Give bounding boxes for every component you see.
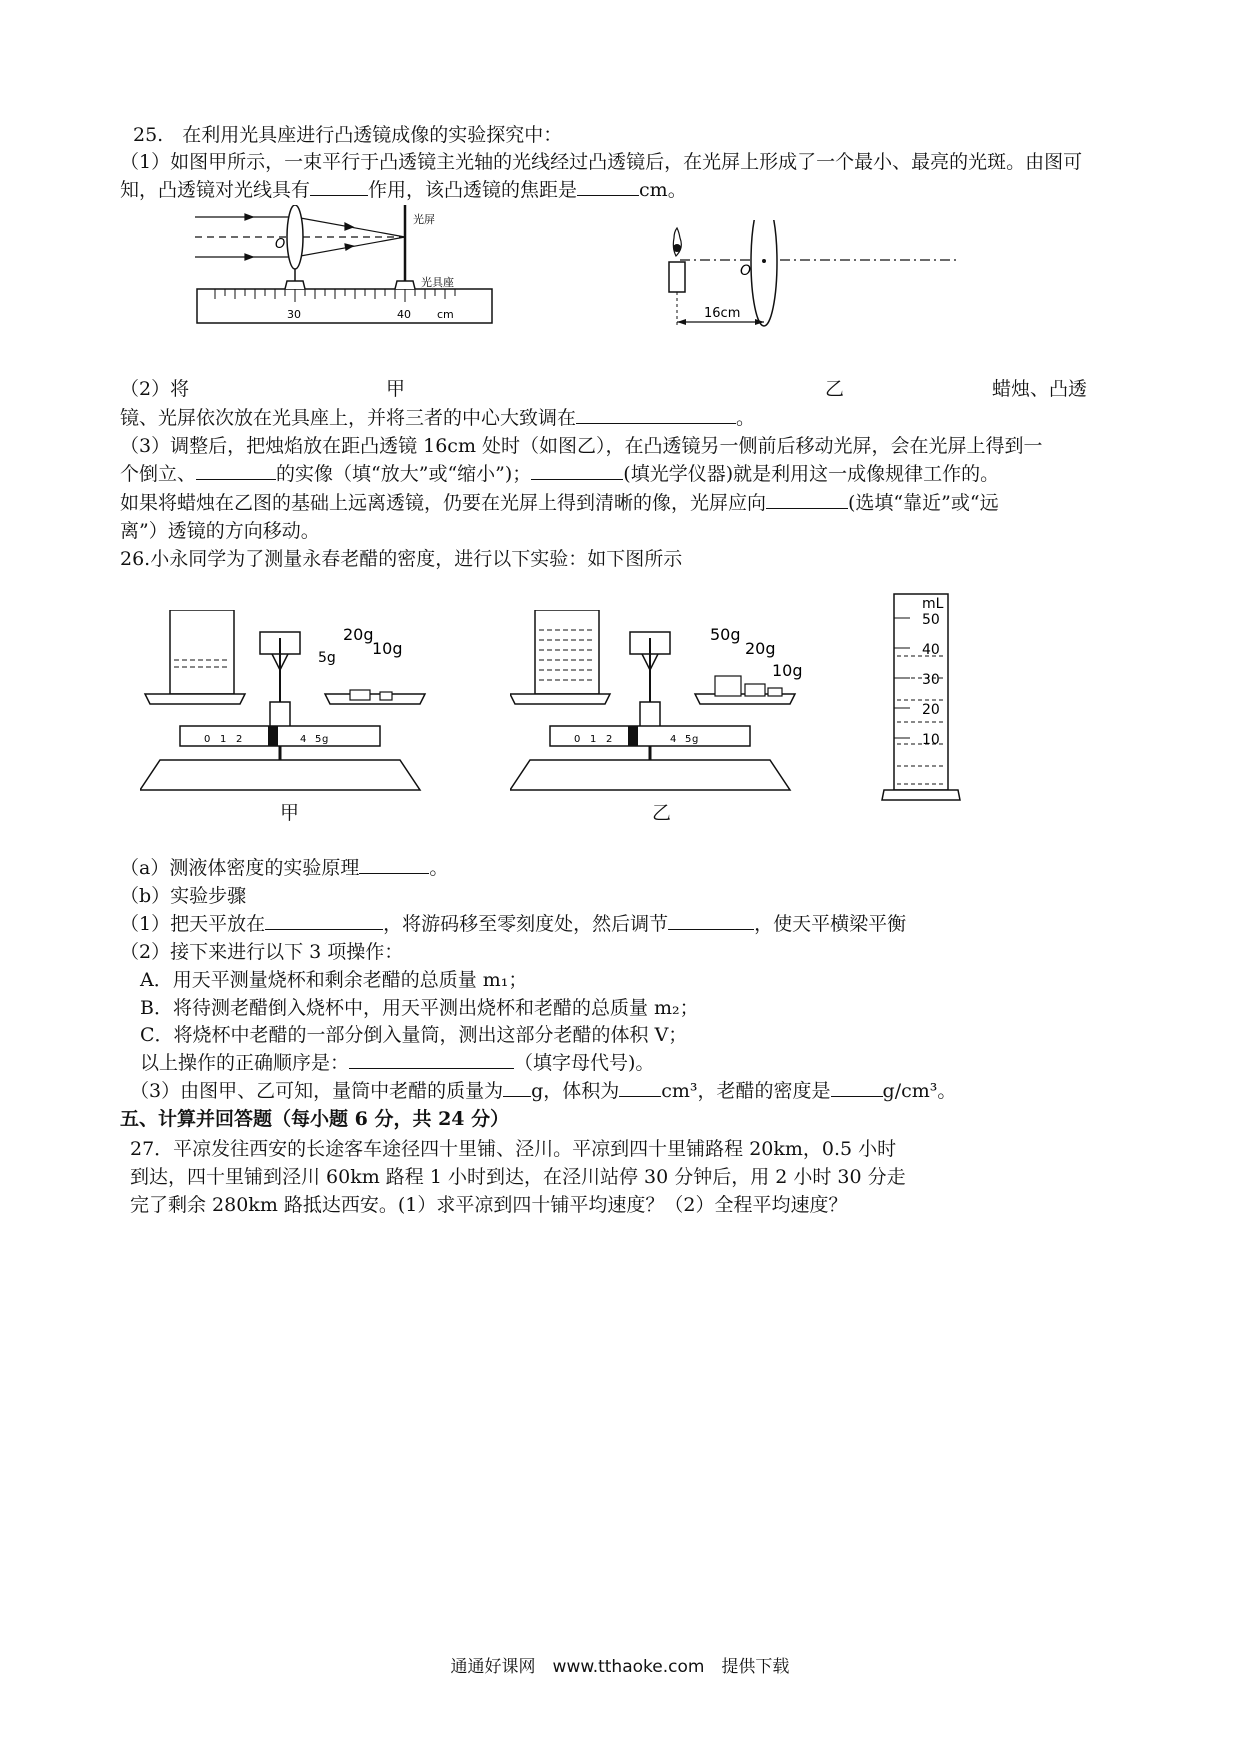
answer-blank — [310, 177, 368, 196]
q26-op-c: C．将烧杯中老醋的一部分倒入量筒，测出这部分老醋的体积 V； — [140, 1024, 688, 1046]
left-pan — [510, 694, 610, 704]
q25-p2-a: （2）将 — [120, 378, 190, 400]
q26-op-a: A．用天平测量烧杯和剩余老醋的总质量 m₁； — [140, 969, 528, 991]
balance-figure-jia — [140, 610, 440, 800]
answer-blank — [196, 461, 276, 480]
svg-text:5: 5 — [315, 734, 322, 745]
q25-p3-text5: (选填“靠近”或“远 — [848, 492, 999, 514]
svg-text:5: 5 — [685, 734, 692, 745]
q26-b: （b）实验步骤 — [120, 885, 247, 907]
answer-blank — [531, 461, 623, 480]
q25-title: 25. 在利用光具座进行凸透镜成像的实验探究中： — [133, 124, 563, 146]
graduated-cylinder — [880, 588, 980, 808]
answer-blank — [766, 490, 848, 509]
left-pan — [145, 694, 245, 704]
balance-figure-yi — [510, 610, 810, 800]
q26-title: 26.小永同学为了测量永春老醋的密度，进行以下实验：如下图所示 — [120, 548, 683, 570]
candle — [669, 262, 685, 292]
convex-lens — [751, 220, 777, 326]
rider — [628, 726, 638, 746]
q25-p2-b — [120, 405, 755, 431]
optical-bench-figure — [195, 205, 500, 355]
screen-holder — [395, 281, 415, 289]
q26-s3 — [130, 1078, 956, 1104]
weight — [380, 692, 392, 700]
answer-blank — [503, 1078, 531, 1097]
q25-p1-text3: cm。 — [639, 179, 687, 201]
svg-text:0: 0 — [204, 734, 211, 745]
q25-p3-d: 离”）透镜的方向移动。 — [120, 520, 320, 542]
svg-text:1: 1 — [220, 734, 227, 745]
answer-blank — [619, 1078, 661, 1097]
q25-p3-text2: 的实像（填“放大”或“缩小”)； — [276, 463, 532, 485]
tick-30: 30 — [287, 308, 301, 321]
q26-s1-text2: ，将游码移至零刻度处，然后调节 — [383, 913, 669, 935]
q25-p3-a: （3）调整后，把烛焰放在距凸透镜 16cm 处时（如图乙），在凸透镜另一侧前后移动光屏，会在光屏上得到一 — [120, 435, 1043, 457]
balance-base — [140, 760, 420, 790]
q26-op-b: B．将待测老醋倒入烧杯中，用天平测出烧杯和老醋的总质量 m₂； — [140, 997, 699, 1019]
weight — [768, 688, 782, 696]
weight-label: 50g — [710, 625, 741, 644]
cylinder-tick: 50 — [922, 612, 940, 628]
q26-a-text2: 。 — [429, 857, 449, 879]
q25-p2-right: 蜡烛、凸透 — [992, 378, 1088, 400]
q26-a-text1: （a）测液体密度的实验原理 — [120, 857, 360, 879]
svg-text:1: 1 — [590, 734, 597, 745]
weight — [350, 690, 370, 700]
cylinder-unit: mL — [922, 596, 944, 612]
right-pan — [325, 694, 425, 704]
q25-p3-b — [120, 461, 999, 487]
beaker — [170, 610, 234, 694]
svg-text:2: 2 — [606, 734, 613, 745]
convex-lens — [287, 205, 303, 269]
q25-p3-text4: 如果将蜡烛在乙图的基础上远离透镜，仍要在光屏上得到清晰的像，光屏应向 — [120, 492, 767, 514]
svg-text:0: 0 — [574, 734, 581, 745]
label-bench: 光具座 — [421, 276, 454, 289]
fig-jia-caption: 甲 — [386, 378, 406, 400]
svg-text:g: g — [322, 734, 329, 745]
arrow-icon — [245, 214, 253, 220]
balance-base — [510, 760, 790, 790]
footer: 通通好课网 www.tthaoke.com 提供下载 — [450, 1657, 790, 1677]
weight-label: 10g — [372, 639, 403, 658]
q26-order — [140, 1050, 654, 1076]
cylinder-tick: 40 — [922, 642, 940, 658]
q25-p3-c — [120, 490, 999, 516]
q26-a — [120, 855, 448, 881]
svg-text:4: 4 — [670, 734, 677, 745]
label-screen: 光屏 — [413, 213, 435, 226]
q26-fig-jia-caption: 甲 — [280, 802, 300, 824]
q26-s2: （2）接下来进行以下 3 项操作： — [120, 941, 404, 963]
answer-blank — [668, 911, 754, 930]
q25-p1-a: （1）如图甲所示，一束平行于凸透镜主光轴的光线经过凸透镜后，在光屏上形成了一个最小、最亮的光斑。由图可 — [120, 151, 1083, 173]
weight — [715, 676, 741, 696]
arrow-icon — [345, 223, 353, 230]
q26-s3-text2: g，体积为 — [531, 1080, 620, 1102]
rider — [268, 726, 278, 746]
q25-p2-text2: 。 — [736, 407, 756, 429]
arrow-icon — [245, 254, 253, 260]
tick-40: 40 — [397, 308, 411, 321]
arrow-icon — [677, 319, 686, 325]
unit-cm: cm — [437, 308, 454, 321]
q26-fig-yi-caption: 乙 — [652, 802, 672, 824]
q27-line3: 完了剩余 280km 路抵达西安。(1）求平凉到四十铺平均速度？（2）全程平均速度？ — [130, 1194, 848, 1216]
weight-label: 5g — [318, 650, 336, 666]
answer-blank — [349, 1050, 514, 1069]
q27-line1: 27．平凉发往西安的长途客车途径四十里铺、泾川。平凉到四十里铺路程 20km，0.5 小时 — [130, 1138, 897, 1160]
cylinder-tick: 30 — [922, 672, 940, 688]
q26-s3-text1: （3）由图甲、乙可知，量筒中老醋的质量为 — [130, 1080, 504, 1102]
lens-holder — [285, 281, 305, 289]
answer-blank — [831, 1078, 883, 1097]
answer-blank — [359, 855, 429, 874]
weight-label: 20g — [745, 639, 776, 658]
label-o: O — [275, 237, 286, 252]
beaker — [535, 610, 599, 694]
answer-blank — [577, 177, 639, 196]
answer-blank — [576, 405, 736, 424]
q26-s1 — [120, 911, 906, 937]
svg-text:2: 2 — [236, 734, 243, 745]
cylinder-tick: 20 — [922, 702, 940, 718]
svg-text:4: 4 — [300, 734, 307, 745]
q25-p3-text3: (填光学仪器)就是利用这一成像规律工作的。 — [623, 463, 1000, 485]
arrow-icon — [345, 244, 353, 250]
q25-p3-text1: 个倒立、 — [120, 463, 197, 485]
section5-title: 五、计算并回答题（每小题 6 分，共 24 分） — [120, 1108, 510, 1130]
candle-lens-figure — [660, 220, 960, 370]
weight — [745, 684, 765, 696]
svg-text:g: g — [692, 734, 699, 745]
q26-s1-text3: ，使天平横梁平衡 — [754, 913, 907, 935]
fig-yi-caption: 乙 — [825, 378, 845, 400]
weight-label: 20g — [343, 625, 374, 644]
q25-p2-text1: 镜、光屏依次放在光具座上，并将三者的中心大致调在 — [120, 407, 577, 429]
q25-p1-text1: 知，凸透镜对光线具有 — [120, 179, 311, 201]
q26-s1-text1: （1）把天平放在 — [120, 913, 266, 935]
q26-s3-text3: cm³，老醋的密度是 — [661, 1080, 831, 1102]
q26-order-text2: （填字母代号)。 — [514, 1052, 655, 1074]
distance-label: 16cm — [704, 306, 741, 321]
q26-s3-text4: g/cm³。 — [882, 1080, 957, 1102]
label-o: O — [740, 263, 752, 279]
weight-label: 10g — [772, 661, 803, 680]
cylinder-tick: 10 — [922, 732, 940, 748]
q25-p1-b — [120, 177, 687, 203]
q25-p1-text2: 作用，该凸透镜的焦距是 — [368, 179, 578, 201]
q26-order-text1: 以上操作的正确顺序是： — [140, 1052, 350, 1074]
q27-line2: 到达，四十里铺到泾川 60km 路程 1 小时到达，在泾川站停 30 分钟后，用 2 小时 30 分走 — [130, 1166, 906, 1188]
answer-blank — [265, 911, 383, 930]
